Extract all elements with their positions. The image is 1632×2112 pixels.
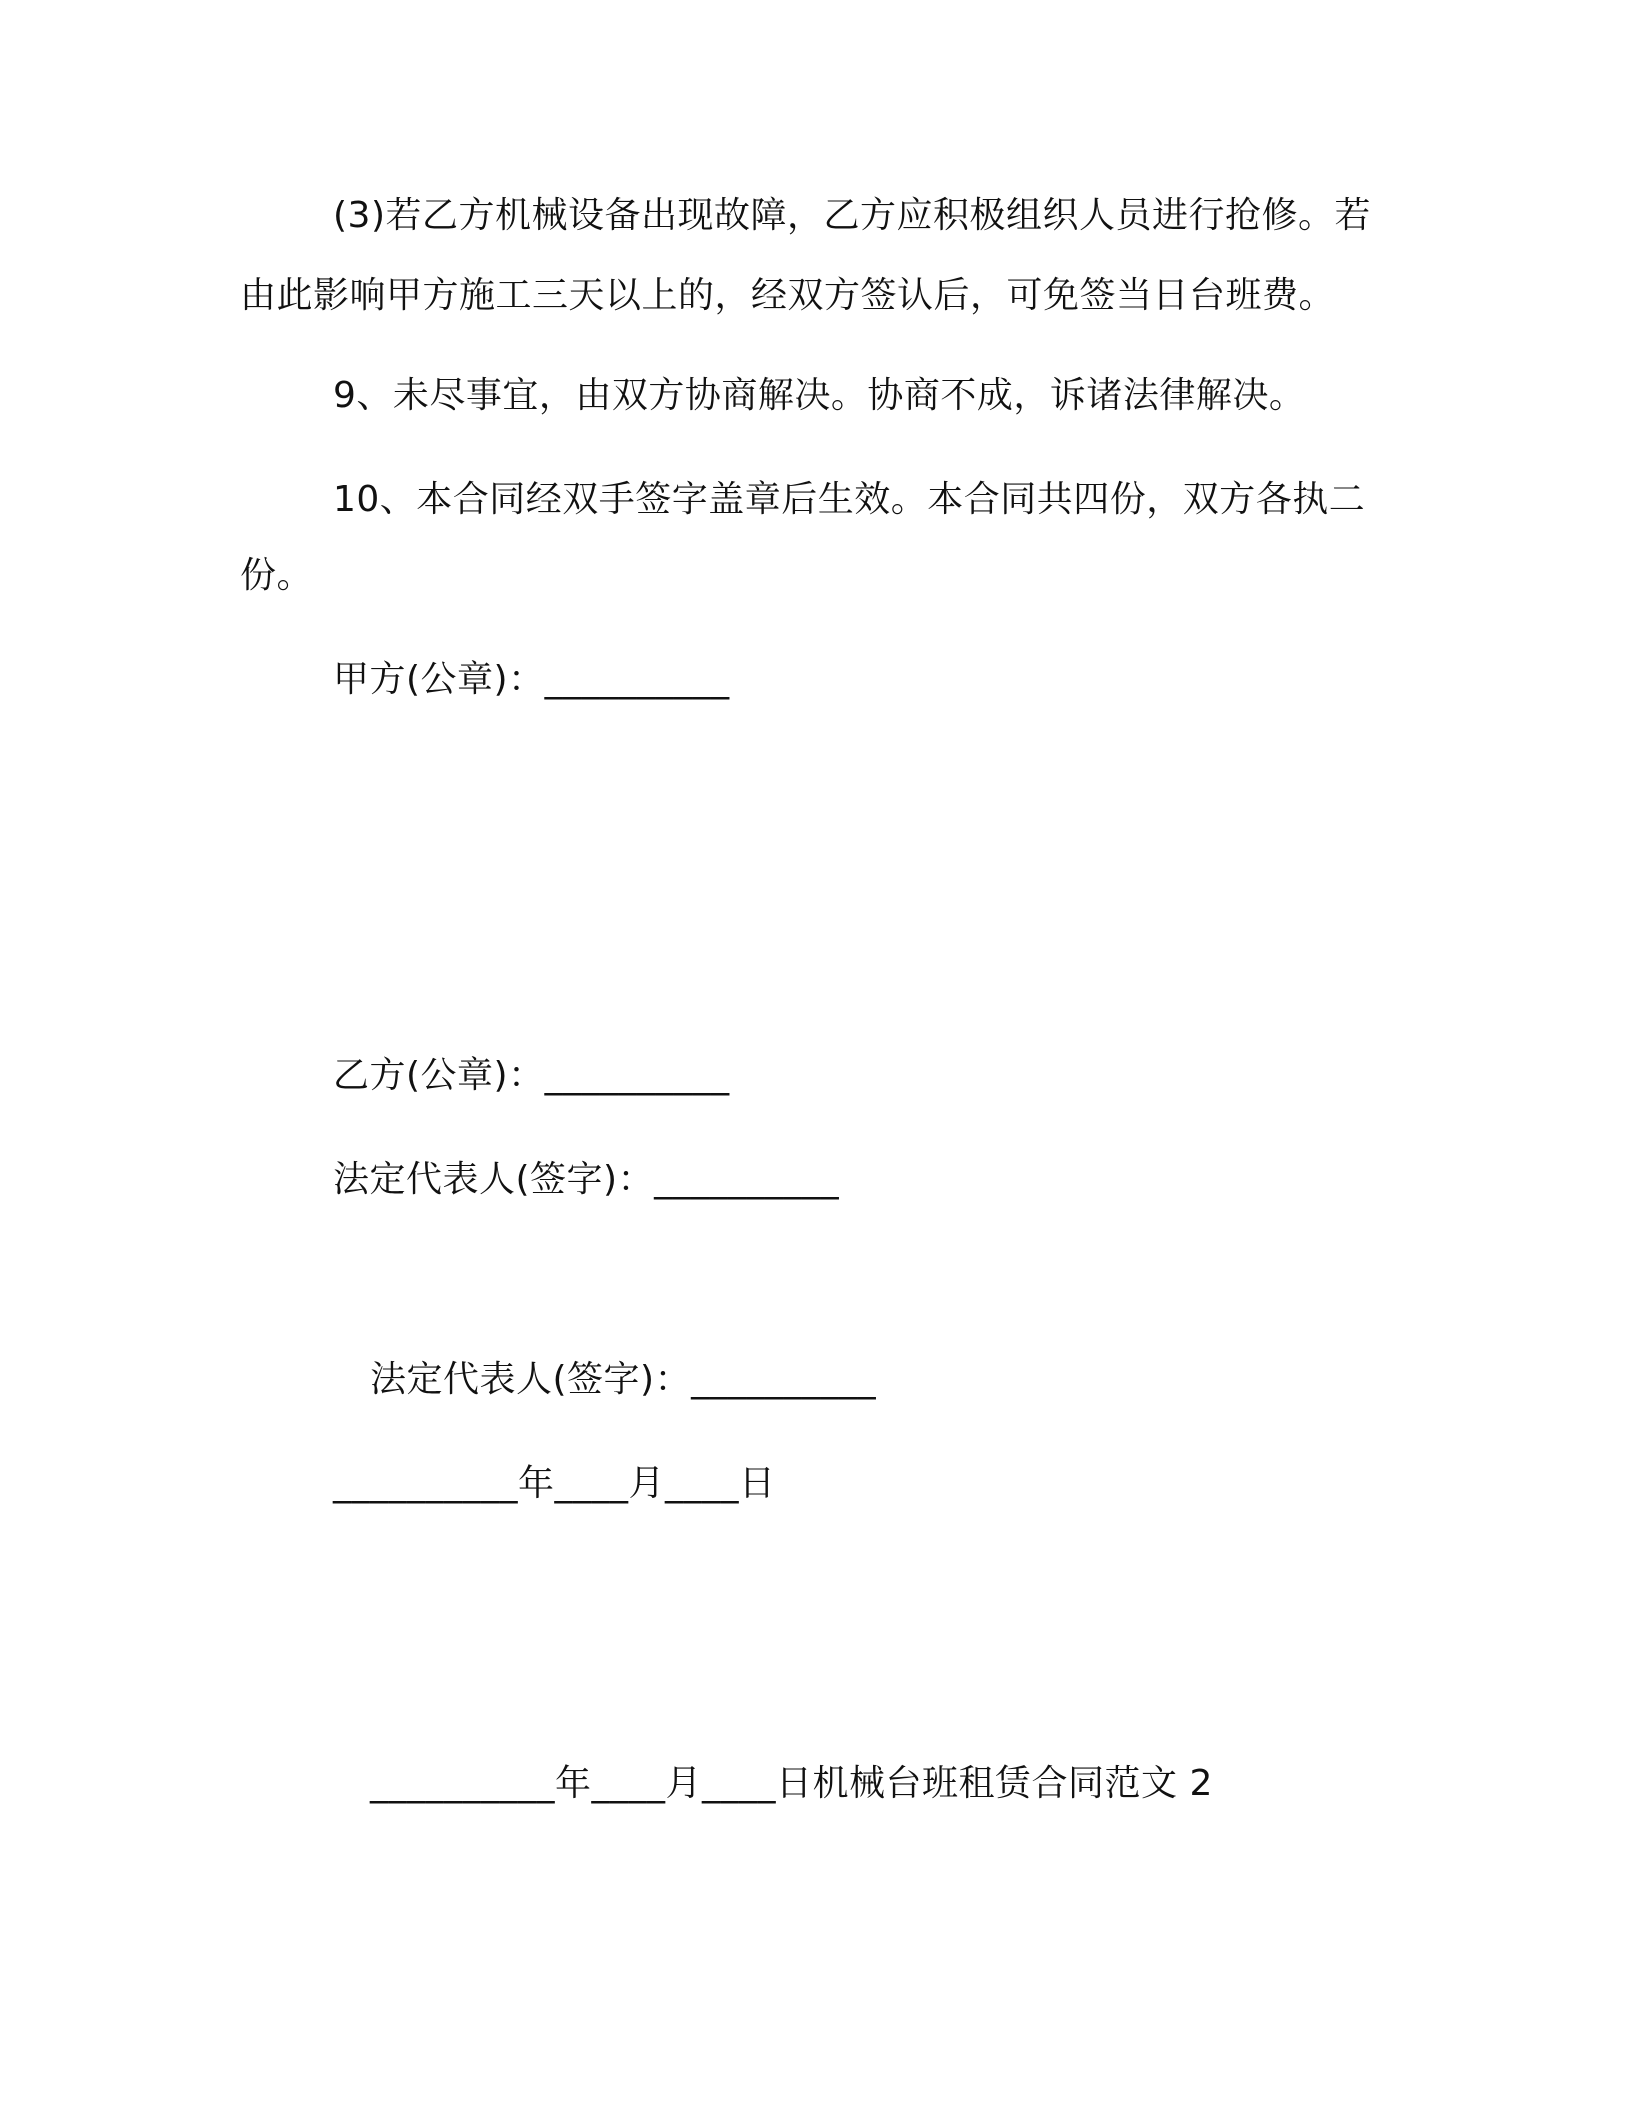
clause-10-line-1: 10、本合同经双手签字盖章后生效。本合同共四份，双方各执二 xyxy=(333,479,1366,520)
clause-8-3-line-2: 由此影响甲方施工三天以上的，经双方签认后，可免签当日台班费。 xyxy=(240,275,1336,316)
date-line: __________年____月____日 xyxy=(333,1463,776,1504)
clause-8-3-line-1: (3)若乙方机械设备出现故障，乙方应积极组织人员进行抢修。若 xyxy=(333,195,1371,236)
clause-10-line-2: 份。 xyxy=(240,555,314,596)
clause-9: 9、未尽事宜，由双方协商解决。协商不成，诉诸法律解决。 xyxy=(333,375,1306,416)
legal-representative-line-1: 法定代表人(签字)：__________ xyxy=(333,1159,840,1200)
next-contract-title: __________年____月____日机械台班租赁合同范文 2 xyxy=(370,1763,1213,1804)
party-a-seal-line: 甲方(公章)：__________ xyxy=(333,659,730,700)
legal-representative-line-2: 法定代表人(签字)：__________ xyxy=(370,1359,877,1400)
party-b-seal-line: 乙方(公章)：__________ xyxy=(333,1055,730,1096)
